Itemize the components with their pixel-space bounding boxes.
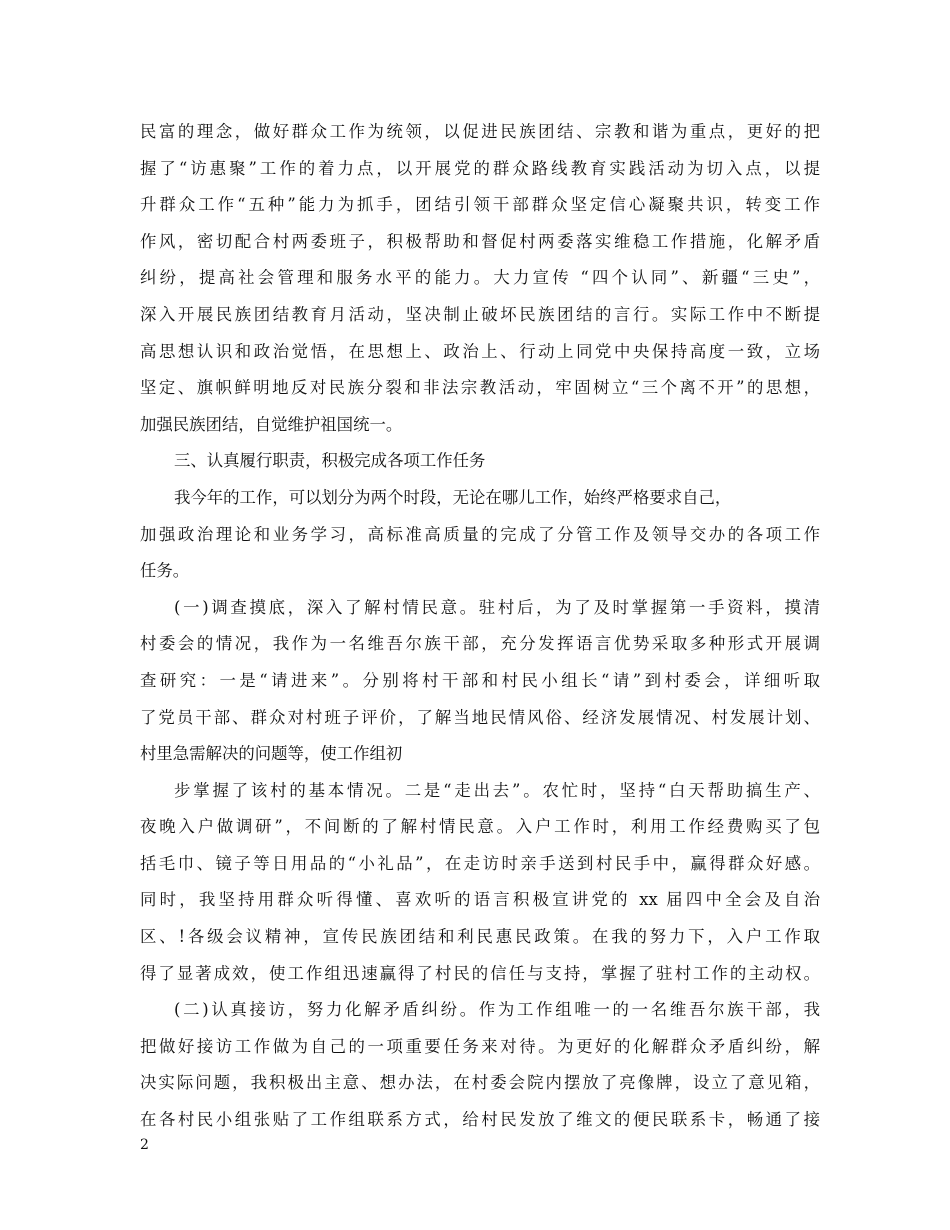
text-line: 得了显著成效，使工作组迅速赢得了村民的信任与支持，掌握了驻村工作的主动权。 [140,963,820,983]
text-line: 三、认真履行职责，积极完成各项工作任务 [174,451,486,471]
text-line: 步掌握了该村的基本情况。二是“走出去”。农忙时，坚持“白天帮助搞生产、 [174,780,820,800]
text-line: 纠纷，提高社会管理和服务水平的能力。大力宣传 “四个认同”、新疆“三史”， [140,268,820,288]
text-line: 决实际问题，我积极出主意、想办法，在村委会院内摆放了亮像牌，设立了意见箱， [140,1073,820,1093]
text-line: 加强政治理论和业务学习，高标准高质量的完成了分管工作及领导交办的各项工作 [140,524,820,544]
text-line: 区、!各级会议精神，宣传民族团结和利民惠民政策。在我的努力下，入户工作取 [140,927,820,947]
text-line: (一)调查摸底，深入了解村情民意。驻村后，为了及时掌握第一手资料，摸清 [174,597,820,617]
text-line: 夜晚入户做调研”，不间断的了解村情民意。入户工作时，利用工作经费购买了包 [140,817,820,837]
text-line: 村委会的情况，我作为一名维吾尔族干部，充分发挥语言优势采取多种形式开展调 [140,634,820,654]
text-line: 作风，密切配合村两委班子，积极帮助和督促村两委落实维稳工作措施，化解矛盾 [140,231,820,251]
text-line: 村里急需解决的问题等，使工作组初 [140,744,403,764]
text-line: 任务。 [140,561,190,581]
text-line: 坚定、旗帜鲜明地反对民族分裂和非法宗教活动，牢固树立“三个离不开”的思想， [140,378,820,398]
text-line: 民富的理念，做好群众工作为统领，以促进民族团结、宗教和谐为重点，更好的把 [140,122,820,141]
text-line: 加强民族团结，自觉维护祖国统一。 [140,414,403,434]
page-number: 2 [140,1137,149,1153]
text-line: 深入开展民族团结教育月活动，坚决制止破坏民族团结的言行。实际工作中不断提 [140,304,820,324]
text-line: 我今年的工作，可以划分为两个时段，无论在哪儿工作，始终严格要求自己， [174,487,732,507]
text-line: 同时，我坚持用群众听得懂、喜欢听的语言积极宣讲党的 xx 届四中全会及自治 [140,890,820,910]
text-line: 升群众工作“五种”能力为抓手，团结引领干部群众坚定信心凝聚共识，转变工作 [140,195,820,215]
text-line: (二)认真接访，努力化解矛盾纠纷。作为工作组唯一的一名维吾尔族干部，我 [174,1000,820,1020]
text-line: 高思想认识和政治觉悟，在思想上、政治上、行动上同党中央保持高度一致，立场 [140,341,820,361]
text-line: 查研究：一是“请进来”。分别将村干部和村民小组长“请”到村委会，详细听取 [140,670,820,690]
text-line: 把做好接访工作做为自己的一项重要任务来对待。为更好的化解群众矛盾纠纷，解 [140,1036,820,1056]
text-line: 了党员干部、群众对村班子评价，了解当地民情风俗、经济发展情况、村发展计划、 [140,707,820,727]
text-line: 在各村民小组张贴了工作组联系方式，给村民发放了维文的便民联系卡，畅通了接 [140,1110,820,1130]
body-text [140,114,820,1139]
text-line: 括毛巾、镜子等日用品的“小礼品”，在走访时亲手送到村民手中，赢得群众好感。 [140,853,820,873]
text-line: 握了“访惠聚”工作的着力点，以开展党的群众路线教育实践活动为切入点，以提 [140,158,820,178]
